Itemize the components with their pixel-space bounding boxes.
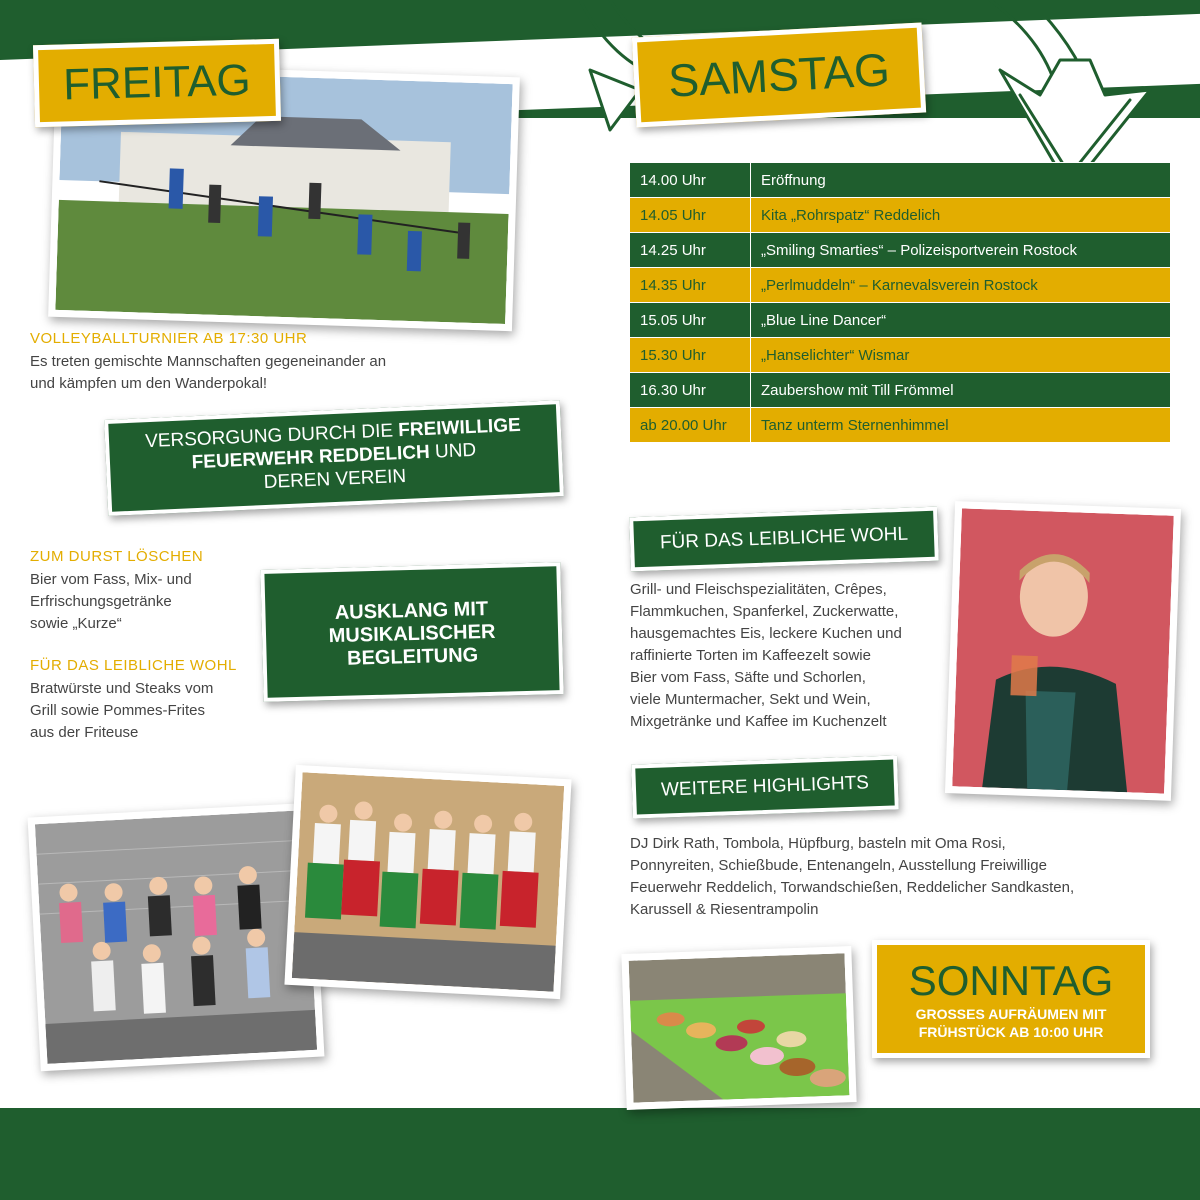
schedule-row: 15.30 Uhr „Hanselichter“ Wismar (630, 338, 1171, 373)
friday-label (33, 39, 281, 127)
sunday-line-1: GROSSES AUFRÄUMEN MIT (915, 1006, 1107, 1022)
sunday-line-2: FRÜHSTÜCK AB 10:00 UHR (918, 1024, 1104, 1040)
supply-banner: VERSORGUNG DURCH DIE FREIWILLIGE FEUERWEHR REDDELICH UND DEREN VEREIN (104, 400, 564, 516)
magician-photo (945, 501, 1181, 801)
saturday-food-label: FÜR DAS LEIBLICHE WOHL (629, 507, 939, 572)
volleyball-description: Es treten gemischte Mannschaften gegeneinander an und kämpfen um den Wanderpokal! (30, 353, 387, 392)
schedule-row: 14.25 Uhr „Smiling Smarties“ – Polizeisportverein Rostock (630, 233, 1171, 268)
finale-banner: AUSKLANG MIT MUSIKALISCHER BEGLEITUNG (260, 562, 563, 702)
schedule-row: 14.00 Uhr Eröffnung (630, 163, 1171, 198)
thirst-heading: ZUM DURST LÖSCHEN (30, 548, 204, 565)
friday-title: FREITAG (62, 55, 252, 110)
schedule-row: 15.05 Uhr „Blue Line Dancer“ (630, 303, 1171, 338)
highlights-description: DJ Dirk Rath, Tombola, Hüpfburg, basteln mit Oma Rosi, Ponnyreiten, Schießbude, Entenangeln, Ausstellung Freiwillige Feuerwehr Reddelich, Torwandschießen, Reddelicher Sandkasten, Karussell & Riesentrampolin (630, 835, 1075, 918)
friday-food-description: Bratwürste und Steaks vom Grill sowie Pommes-Frites aus der Friteuse (30, 680, 214, 741)
schedule-row: 14.35 Uhr „Perlmuddeln“ – Karnevalsverein Rostock (630, 268, 1171, 303)
dancers-group-photo (284, 765, 571, 999)
volleyball-heading: VOLLEYBALLTURNIER AB 17:30 UHR (30, 330, 308, 347)
cake-table-image (629, 953, 850, 1102)
bottom-green-band (0, 1108, 1200, 1200)
saturday-food-description: Grill- und Fleischspezialitäten, Crêpes, Flammkuchen, Spanferkel, Zuckerwatte, hausgemachtes Eis, leckere Kuchen und raffinierte Torten im Kaffeezelt sowie Bier vom Fass, Säfte und Schorlen, viele Muntermacher, Sekt und Wein, Mixgetränke und Kaffee im Kuchenzelt (630, 581, 902, 730)
cakes-photo (621, 946, 856, 1110)
saturday-schedule-table (629, 162, 1171, 443)
saturday-label (632, 22, 926, 127)
schedule-row: 16.30 Uhr Zaubershow mit Till Frömmel (630, 373, 1171, 408)
saturday-title: SAMSTAG (667, 43, 891, 107)
magician-portrait-image (952, 508, 1174, 793)
friday-food-heading: FÜR DAS LEIBLICHE WOHL (30, 657, 237, 674)
girls-group-photo (28, 803, 325, 1072)
sunday-label (872, 940, 1150, 1058)
thirst-description: Bier vom Fass, Mix- und Erfrischungsgetränke sowie „Kurze“ (30, 571, 192, 632)
sunday-title: SONNTAG (908, 957, 1114, 1004)
schedule-row: ab 20.00 Uhr Tanz unterm Sternenhimmel (630, 408, 1171, 443)
dancers-group-image (292, 772, 564, 991)
schedule-row: 14.05 Uhr Kita „Rohrspatz“ Reddelich (630, 198, 1171, 233)
girls-group-image (35, 810, 317, 1064)
highlights-label: WEITERE HIGHLIGHTS (631, 755, 899, 818)
